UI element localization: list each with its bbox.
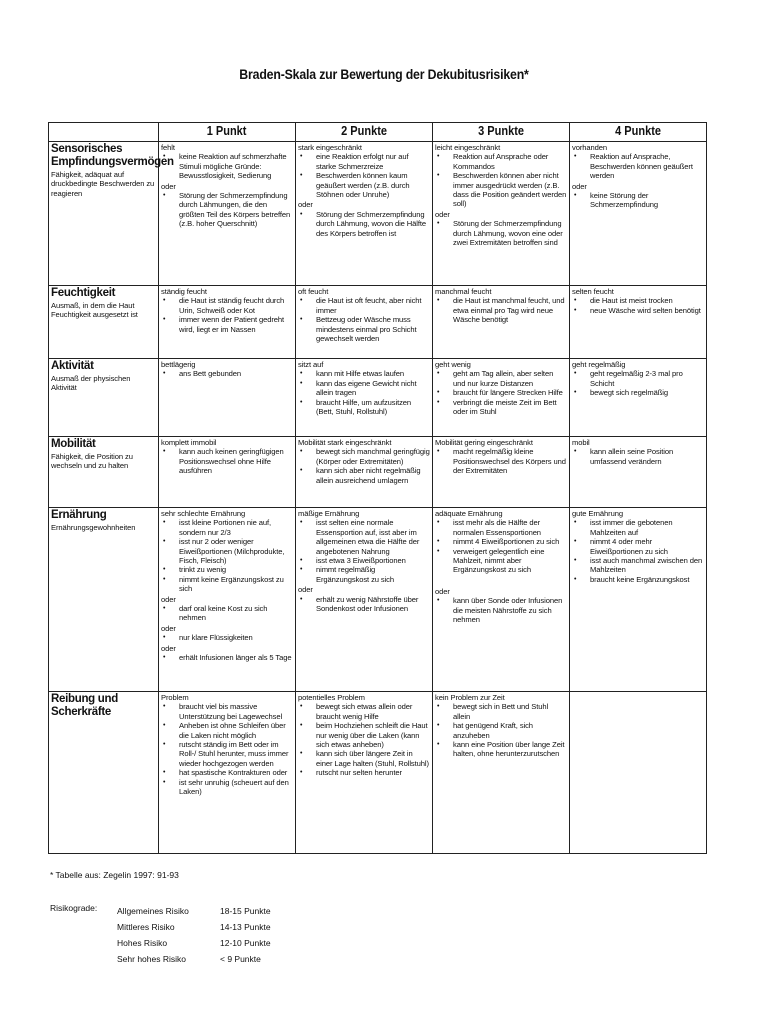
criteria-list bbox=[161, 518, 293, 593]
list-item: • isst auch manchmal zwischen den Mahlzeiten bbox=[572, 556, 704, 575]
risk-name: Allgemeines Risiko bbox=[117, 906, 189, 916]
score-level-label: adäquate Ernährung bbox=[435, 509, 503, 518]
table-row bbox=[49, 692, 707, 854]
risk-list bbox=[117, 903, 271, 967]
score-cell bbox=[570, 286, 707, 359]
criteria-list bbox=[298, 447, 430, 485]
score-level-label: bettlägerig bbox=[161, 360, 196, 369]
list-item: • Störung der Schmerzempfindung durch Lähmung, wovon die Hälfte des Körpers betroffen ist bbox=[298, 210, 430, 238]
criteria-list bbox=[435, 219, 567, 247]
risk-name: Mittleres Risiko bbox=[117, 922, 175, 932]
score-level-label: leicht eingeschränkt bbox=[435, 143, 501, 152]
score-level-label: komplett immobil bbox=[161, 438, 217, 447]
oder-label: oder bbox=[161, 643, 176, 653]
category-title: Ernährung bbox=[51, 509, 107, 521]
score-level-label: vorhanden bbox=[572, 143, 607, 152]
criteria-list bbox=[161, 604, 293, 623]
score-cell bbox=[433, 286, 570, 359]
score-level-label: mobil bbox=[572, 438, 590, 447]
risk-row bbox=[117, 919, 271, 935]
score-cell bbox=[570, 437, 707, 508]
list-item: • Beschwerden können aber nicht immer ausgedrückt werden (z.B. dass die Position geändert werden soll) bbox=[435, 171, 567, 209]
score-level-label: Problem bbox=[161, 693, 189, 702]
score-cell bbox=[433, 142, 570, 286]
criteria-list bbox=[435, 296, 567, 324]
list-item: • geht am Tag allein, aber selten und nur kurze Distanzen bbox=[435, 369, 567, 388]
score-level-label: sitzt auf bbox=[298, 360, 324, 369]
criteria-list bbox=[298, 518, 430, 584]
list-item: • die Haut ist ständig feucht durch Urin, Schweiß oder Kot bbox=[161, 296, 293, 315]
list-item: • ans Bett gebunden bbox=[161, 369, 293, 378]
table-row bbox=[49, 359, 707, 437]
risk-row bbox=[117, 951, 271, 967]
list-item: • kann eine Position über lange Zeit halten, ohne herunterzurutschen bbox=[435, 740, 567, 759]
oder-label: oder bbox=[572, 181, 587, 191]
criteria-list bbox=[161, 369, 293, 378]
table-row bbox=[49, 142, 707, 286]
list-item: • isst immer die gebotenen Mahlzeiten auf bbox=[572, 518, 704, 537]
criteria-list bbox=[298, 296, 430, 343]
oder-label: oder bbox=[435, 209, 450, 219]
score-level-label: Mobilität stark eingeschränkt bbox=[298, 438, 392, 447]
criteria-list bbox=[572, 369, 704, 397]
criteria-list bbox=[572, 518, 704, 584]
list-item: • immer wenn der Patient gedreht wird, liegt er im Nassen bbox=[161, 315, 293, 334]
list-item: • braucht für längere Strecken Hilfe bbox=[435, 388, 567, 397]
category-cell bbox=[49, 692, 159, 854]
criteria-list bbox=[435, 447, 567, 475]
table-row bbox=[49, 437, 707, 508]
header-2-punkte: 2 Punkte bbox=[296, 123, 433, 142]
header-corner bbox=[49, 123, 159, 142]
score-level-label: Mobilität gering eingeschränkt bbox=[435, 438, 533, 447]
category-cell bbox=[49, 359, 159, 437]
list-item: • Reaktion auf Ansprache oder Kommandos bbox=[435, 152, 567, 171]
risk-row bbox=[117, 903, 271, 919]
criteria-list bbox=[572, 191, 704, 210]
list-item: • kann allein seine Position umfassend verändern bbox=[572, 447, 704, 466]
list-item: • Reaktion auf Ansprache, Beschwerden können geäußert werden bbox=[572, 152, 704, 180]
risk-name: Hohes Risiko bbox=[117, 938, 168, 948]
score-cell bbox=[296, 508, 433, 692]
criteria-list bbox=[435, 518, 567, 574]
oder-label: oder bbox=[161, 181, 176, 191]
category-title: Feuchtigkeit bbox=[51, 287, 116, 299]
score-cell bbox=[296, 692, 433, 854]
criteria-list bbox=[435, 369, 567, 416]
score-cell bbox=[159, 692, 296, 854]
score-cell bbox=[159, 359, 296, 437]
footnote: * Tabelle aus: Zegelin 1997: 91-93 bbox=[50, 870, 179, 880]
score-cell bbox=[159, 437, 296, 508]
criteria-list bbox=[161, 296, 293, 334]
criteria-list bbox=[161, 447, 293, 475]
category-title: Sensorisches Empfindungsvermögen bbox=[51, 143, 174, 168]
list-item: • keine Reaktion auf schmerzhafte Stimuli mögliche Gründe: Bewusstlosigkeit, Sedierung bbox=[161, 152, 293, 180]
list-item: • die Haut ist oft feucht, aber nicht immer bbox=[298, 296, 430, 315]
list-item: • nur klare Flüssigkeiten bbox=[161, 633, 293, 642]
score-cell bbox=[159, 142, 296, 286]
score-cell bbox=[159, 508, 296, 692]
criteria-list bbox=[161, 653, 293, 662]
score-level-label: oft feucht bbox=[298, 287, 329, 296]
risk-label: Risikograde: bbox=[50, 903, 98, 913]
score-level-label: geht wenig bbox=[435, 360, 471, 369]
score-cell bbox=[296, 286, 433, 359]
page-title: Braden-Skala zur Bewertung der Dekubitusrisiken* bbox=[239, 66, 529, 82]
list-item: • nimmt keine Ergänzungskost zu sich bbox=[161, 575, 293, 594]
criteria-list bbox=[161, 152, 293, 180]
header-3-punkte: 3 Punkte bbox=[433, 123, 570, 142]
list-item: • Bettzeug oder Wäsche muss mindestens einmal pro Schicht gewechselt werden bbox=[298, 315, 430, 343]
list-item: • nimmt regelmäßig Ergänzungskost zu sich bbox=[298, 565, 430, 584]
score-cell bbox=[296, 142, 433, 286]
score-cell bbox=[570, 142, 707, 286]
list-item: • verweigert gelegentlich eine Mahlzeit, nimmt aber Ergänzungskost zu sich bbox=[435, 547, 567, 575]
category-description: Fähigkeit, die Position zu wechseln und zu halten bbox=[51, 452, 133, 471]
criteria-list bbox=[435, 596, 567, 624]
criteria-list bbox=[161, 191, 293, 229]
list-item: • Anheben ist ohne Schleifen über die Laken nicht möglich bbox=[161, 721, 293, 740]
list-item: • hat spastische Kontrakturen oder bbox=[161, 768, 293, 777]
list-item: • die Haut ist manchmal feucht, und etwa einmal pro Tag wird neue Wäsche benötigt bbox=[435, 296, 567, 324]
criteria-list bbox=[572, 447, 704, 466]
criteria-list bbox=[298, 702, 430, 777]
list-item: • rutscht nur selten herunter bbox=[298, 768, 430, 777]
risk-row bbox=[117, 935, 271, 951]
oder-label: oder bbox=[298, 585, 313, 595]
list-item: • Beschwerden können kaum geäußert werden (z.B. durch Stöhnen oder Unruhe) bbox=[298, 171, 430, 199]
criteria-list bbox=[298, 369, 430, 416]
score-cell bbox=[570, 692, 707, 854]
list-item: • rutscht ständig im Bett oder im Roll-/ Stuhl herunter, muss immer wieder hochgezogen werden bbox=[161, 740, 293, 768]
score-level-label: selten feucht bbox=[572, 287, 614, 296]
criteria-list bbox=[572, 152, 704, 180]
list-item: • bewegt sich regelmäßig bbox=[572, 388, 704, 397]
oder-label: oder bbox=[161, 594, 176, 604]
list-item: • Störung der Schmerzempfindung durch Lähmung, wovon eine oder zwei Extremitäten betroffen sind bbox=[435, 219, 567, 247]
list-item: • geht regelmäßig 2-3 mal pro Schicht bbox=[572, 369, 704, 388]
list-item: • kann über Sonde oder Infusionen die meisten Nährstoffe zu sich nehmen bbox=[435, 596, 567, 624]
score-cell bbox=[433, 508, 570, 692]
list-item: • kann sich aber nicht regelmäßig allein ausreichend umlagern bbox=[298, 466, 430, 485]
criteria-list bbox=[435, 152, 567, 208]
table-row bbox=[49, 508, 707, 692]
score-level-label: ständig feucht bbox=[161, 287, 207, 296]
list-item: • isst selten eine normale Essensportion auf, isst aber im allgemeinen etwa die Hälfte der angebotenen Nahrung bbox=[298, 518, 430, 556]
score-level-label: mäßige Ernährung bbox=[298, 509, 360, 518]
score-level-label: fehlt bbox=[161, 143, 175, 152]
table-row bbox=[49, 286, 707, 359]
score-cell bbox=[570, 359, 707, 437]
list-item: • bewegt sich etwas allein oder braucht wenig Hilfe bbox=[298, 702, 430, 721]
header-4-punkte: 4 Punkte bbox=[570, 123, 707, 142]
category-description: Ausmaß der physischen Aktivität bbox=[51, 374, 131, 393]
risk-value: 12-10 Punkte bbox=[220, 938, 271, 948]
list-item: • die Haut ist meist trocken bbox=[572, 296, 704, 305]
list-item: • Störung der Schmerzempfindung durch Lähmungen, die den größten Teil des Körpers betreffen (z.B. hoher Querschnitt) bbox=[161, 191, 293, 229]
list-item: • darf oral keine Kost zu sich nehmen bbox=[161, 604, 293, 623]
score-cell bbox=[433, 437, 570, 508]
criteria-list bbox=[161, 702, 293, 796]
list-item: • kann auch keinen geringfügigen Positionswechsel ohne Hilfe ausführen bbox=[161, 447, 293, 475]
score-cell bbox=[433, 692, 570, 854]
oder-label: oder bbox=[161, 623, 176, 633]
risk-value: 14-13 Punkte bbox=[220, 922, 271, 932]
score-level-label: kein Problem zur Zeit bbox=[435, 693, 505, 702]
score-level-label: manchmal feucht bbox=[435, 287, 492, 296]
list-item: • beim Hochziehen schleift die Haut nur wenig über die Laken (kann sich etwas anheben) bbox=[298, 721, 430, 749]
list-item: • kann das eigene Gewicht nicht allein tragen bbox=[298, 379, 430, 398]
risk-value: < 9 Punkte bbox=[220, 954, 261, 964]
list-item: • isst nur 2 oder weniger Eiweißportionen (Milchprodukte, Fisch, Fleisch) bbox=[161, 537, 293, 565]
risk-value: 18-15 Punkte bbox=[220, 906, 271, 916]
list-item: • bewegt sich in Bett und Stuhl allein bbox=[435, 702, 567, 721]
criteria-list bbox=[435, 702, 567, 758]
score-level-label: gute Ernährung bbox=[572, 509, 623, 518]
list-item: • kann mit Hilfe etwas laufen bbox=[298, 369, 430, 378]
score-cell bbox=[159, 286, 296, 359]
score-cell bbox=[570, 508, 707, 692]
category-title: Reibung und Scherkräfte bbox=[51, 693, 118, 718]
list-item: • nimmt 4 oder mehr Eiweißportionen zu sich bbox=[572, 537, 704, 556]
list-item: • trinkt zu wenig bbox=[161, 565, 293, 574]
score-level-label: geht regelmäßig bbox=[572, 360, 626, 369]
category-cell bbox=[49, 286, 159, 359]
category-description: Fähigkeit, adäquat auf druckbedingte Beschwerden zu reagieren bbox=[51, 170, 155, 198]
score-level-label: stark eingeschränkt bbox=[298, 143, 362, 152]
list-item: • kann sich über längere Zeit in einer Lage halten (Stuhl, Rollstuhl) bbox=[298, 749, 430, 768]
criteria-list bbox=[298, 595, 430, 614]
list-item: • bewegt sich manchmal geringfügig (Körper oder Extremitäten) bbox=[298, 447, 430, 466]
criteria-list bbox=[161, 633, 293, 642]
score-cell bbox=[296, 359, 433, 437]
list-item: • eine Reaktion erfolgt nur auf starke Schmerzreize bbox=[298, 152, 430, 171]
list-item: • hat genügend Kraft, sich anzuheben bbox=[435, 721, 567, 740]
list-item: • macht regelmäßig kleine Positionswechsel des Körpers und der Extremitäten bbox=[435, 447, 567, 475]
list-item: • erhält zu wenig Nährstoffe über Sondenkost oder Infusionen bbox=[298, 595, 430, 614]
oder-label: oder bbox=[435, 586, 450, 596]
list-item: • verbringt die meiste Zeit im Bett oder im Stuhl bbox=[435, 398, 567, 417]
table-body bbox=[49, 142, 707, 854]
score-cell bbox=[433, 359, 570, 437]
list-item: • nimmt 4 Eiweißportionen zu sich bbox=[435, 537, 567, 546]
oder-label: oder bbox=[298, 200, 313, 210]
list-item: • neue Wäsche wird selten benötigt bbox=[572, 306, 704, 315]
criteria-list bbox=[572, 296, 704, 315]
category-cell bbox=[49, 437, 159, 508]
criteria-list bbox=[298, 152, 430, 199]
category-description: Ausmaß, in dem die Haut Feuchtigkeit ausgesetzt ist bbox=[51, 301, 138, 320]
table-header-row bbox=[49, 123, 707, 142]
category-title: Aktivität bbox=[51, 360, 94, 372]
list-item: • braucht Hilfe, um aufzusitzen (Bett, Stuhl, Rollstuhl) bbox=[298, 398, 430, 417]
list-item: • erhält Infusionen länger als 5 Tage bbox=[161, 653, 293, 662]
list-item: • keine Störung der Schmerzempfindung bbox=[572, 191, 704, 210]
score-level-label: potentielles Problem bbox=[298, 693, 365, 702]
category-cell bbox=[49, 508, 159, 692]
list-item: • isst etwa 3 Eiweißportionen bbox=[298, 556, 430, 565]
category-title: Mobilität bbox=[51, 438, 96, 450]
risk-name: Sehr hohes Risiko bbox=[117, 954, 186, 964]
score-level-label: sehr schlechte Ernährung bbox=[161, 509, 246, 518]
score-cell bbox=[296, 437, 433, 508]
braden-scale-table bbox=[48, 122, 707, 854]
list-item: • isst kleine Portionen nie auf, sondern nur 2/3 bbox=[161, 518, 293, 537]
list-item: • ist sehr unruhig (scheuert auf den Laken) bbox=[161, 778, 293, 797]
list-item: • isst mehr als die Hälfte der normalen Essensportionen bbox=[435, 518, 567, 537]
list-item: • braucht viel bis massive Unterstützung bei Lagewechsel bbox=[161, 702, 293, 721]
header-1-punkt: 1 Punkt bbox=[159, 123, 296, 142]
criteria-list bbox=[298, 210, 430, 238]
list-item: • braucht keine Ergänzungskost bbox=[572, 575, 704, 584]
category-description: Ernährungsgewohnheiten bbox=[51, 523, 136, 532]
